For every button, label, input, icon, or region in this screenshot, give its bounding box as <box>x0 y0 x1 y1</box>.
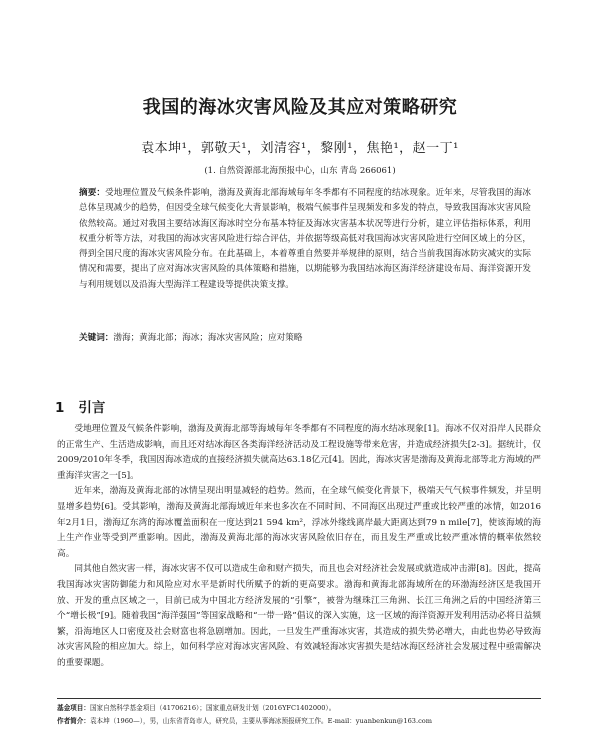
footnote-funding <box>57 702 541 715</box>
section-number: 1 <box>55 400 65 416</box>
keywords-label: 关键词： <box>79 333 114 343</box>
abstract-label: 摘要： <box>79 188 106 198</box>
keywords-text: 渤海；黄海北部；海冰；海冰灾害风险；应对策略 <box>113 333 303 343</box>
footnote-text: 袁本坤（1960—），男，山东省青岛市人，研究员，主要从事海冰预报研究工作。E-mail：yuanbenkun@163.com <box>89 717 432 725</box>
paragraph: 近年来，渤海及黄海北部的冰情呈现出明显减轻的趋势。然而，在全球气候变化背景下，极端天气气候事件频发，并呈明显增多趋势[6]。受其影响，渤海及黄海北部海域近年来也多次在不同时间、不同海区出现过严重或比较严重的冰情，如2016年2月1日，渤海辽东湾的海冰覆盖面积在一度达到21 594 km²，浮冰外缘线离岸最大距离达到79 n mile[7]，使该海域的海上生产作业等受到严重影响。因此，渤海及黄海北部的海冰灾害风险依旧存在，而且发生严重或比较严重冰情的概率依然较高。 <box>57 486 541 559</box>
affiliation: (1. 自然资源部北海预报中心，山东 青岛 266061) <box>204 166 396 176</box>
footnotes <box>57 702 541 728</box>
paragraph: 同其他自然灾害一样，海冰灾害不仅可以造成生命和财产损失，而且也会对经济社会发展或就造成冲击滞[8]。因此，提高我国海冰灾害防御能力和风险应对水平是新时代所赋予的新的更高要求。渤海和黄海北部海域所在的环渤海经济区是我国开放、开发的重点区域之一，目前已成为中国北方经济发展的“引擎”，被誉为继珠江三角洲、长江三角洲之后的中国经济第三个“增长极”[9]。随着我国“海洋强国”等国家战略和“一带一路”倡议的深入实施，这一区域的海洋资源开发利用活动必将日益频繁，沿海地区人口密度及社会财富也将急剧增加。因此，一旦发生严重海冰灾害，其造成的损失势必增大，由此也势必导致海冰灾害风险的相应加大。综上，如何科学应对海冰灾害风险、有效减轻海冰灾害损失是结冰海区经济社会发展过程中亟需解决的重要课题。 <box>57 564 541 668</box>
body-text <box>57 422 541 672</box>
footnote-text: 国家自然科学基金项目（41706216）；国家重点研发计划（2016YFC1402000）。 <box>89 704 336 712</box>
footnote-divider <box>57 698 541 699</box>
author-list: 袁本坤¹，郭敬天¹，刘清容¹，黎刚¹，焦艳¹，赵一丁¹ <box>141 141 459 156</box>
paper-title: 我国的海冰灾害风险及其应对策略研究 <box>142 97 458 118</box>
paragraph: 受地理位置及气候条件影响，渤海及黄海北部等海域每年冬季都有不同程度的海水结冰现象[1]。海冰不仅对沿岸人民群众的正常生产、生活造成影响，而且还对结冰海区各类海洋经济活动及工程设施等带来危害，并造成经济损失[2-3]。据统计，仅2009/2010年冬季，我国因海冰造成的直接经济损失就高达63.18亿元[4]。因此，海冰灾害是渤海及黄海北部等北方海域的严重海洋灾害之一[5]。 <box>57 424 541 481</box>
footnote-label: 基金项目： <box>57 704 90 712</box>
section-heading <box>55 396 105 416</box>
footnote-author <box>57 715 541 728</box>
abstract <box>79 186 531 293</box>
section-title: 引言 <box>78 400 106 416</box>
abstract-text: 受地理位置及气候条件影响，渤海及黄海北部海域每年冬季都有不同程度的结冰现象。近年来，尽管我国的海冰总体呈现减少的趋势，但因受全球气候变化大背景影响，极端气候事件呈现频发和多发的特点，导致我国海冰灾害风险依然较高。通过对我国主要结冰海区海冰时空分布基本特征及海冰灾害基本状况等进行分析，建立评估指标体系，利用权重分析等方法，对我国的海冰灾害风险进行综合评估，并依据等级高低对我国海冰灾害风险进行空间区域上的分区，得到全国尺度的海冰灾害风险分布。在此基础上，本着尊重自然要并举规律的原则，结合当前我国海冰防灾减灾的实际情况和需要，提出了应对海冰灾害风险的具体策略和措施，以期能够为我国结冰海区海洋经济建设布局、海洋资源开发与利用规划以及沿海大型海洋工程建设等提供决策支撑。 <box>79 188 531 290</box>
keywords <box>79 331 531 346</box>
footnote-label: 作者简介： <box>57 717 90 725</box>
